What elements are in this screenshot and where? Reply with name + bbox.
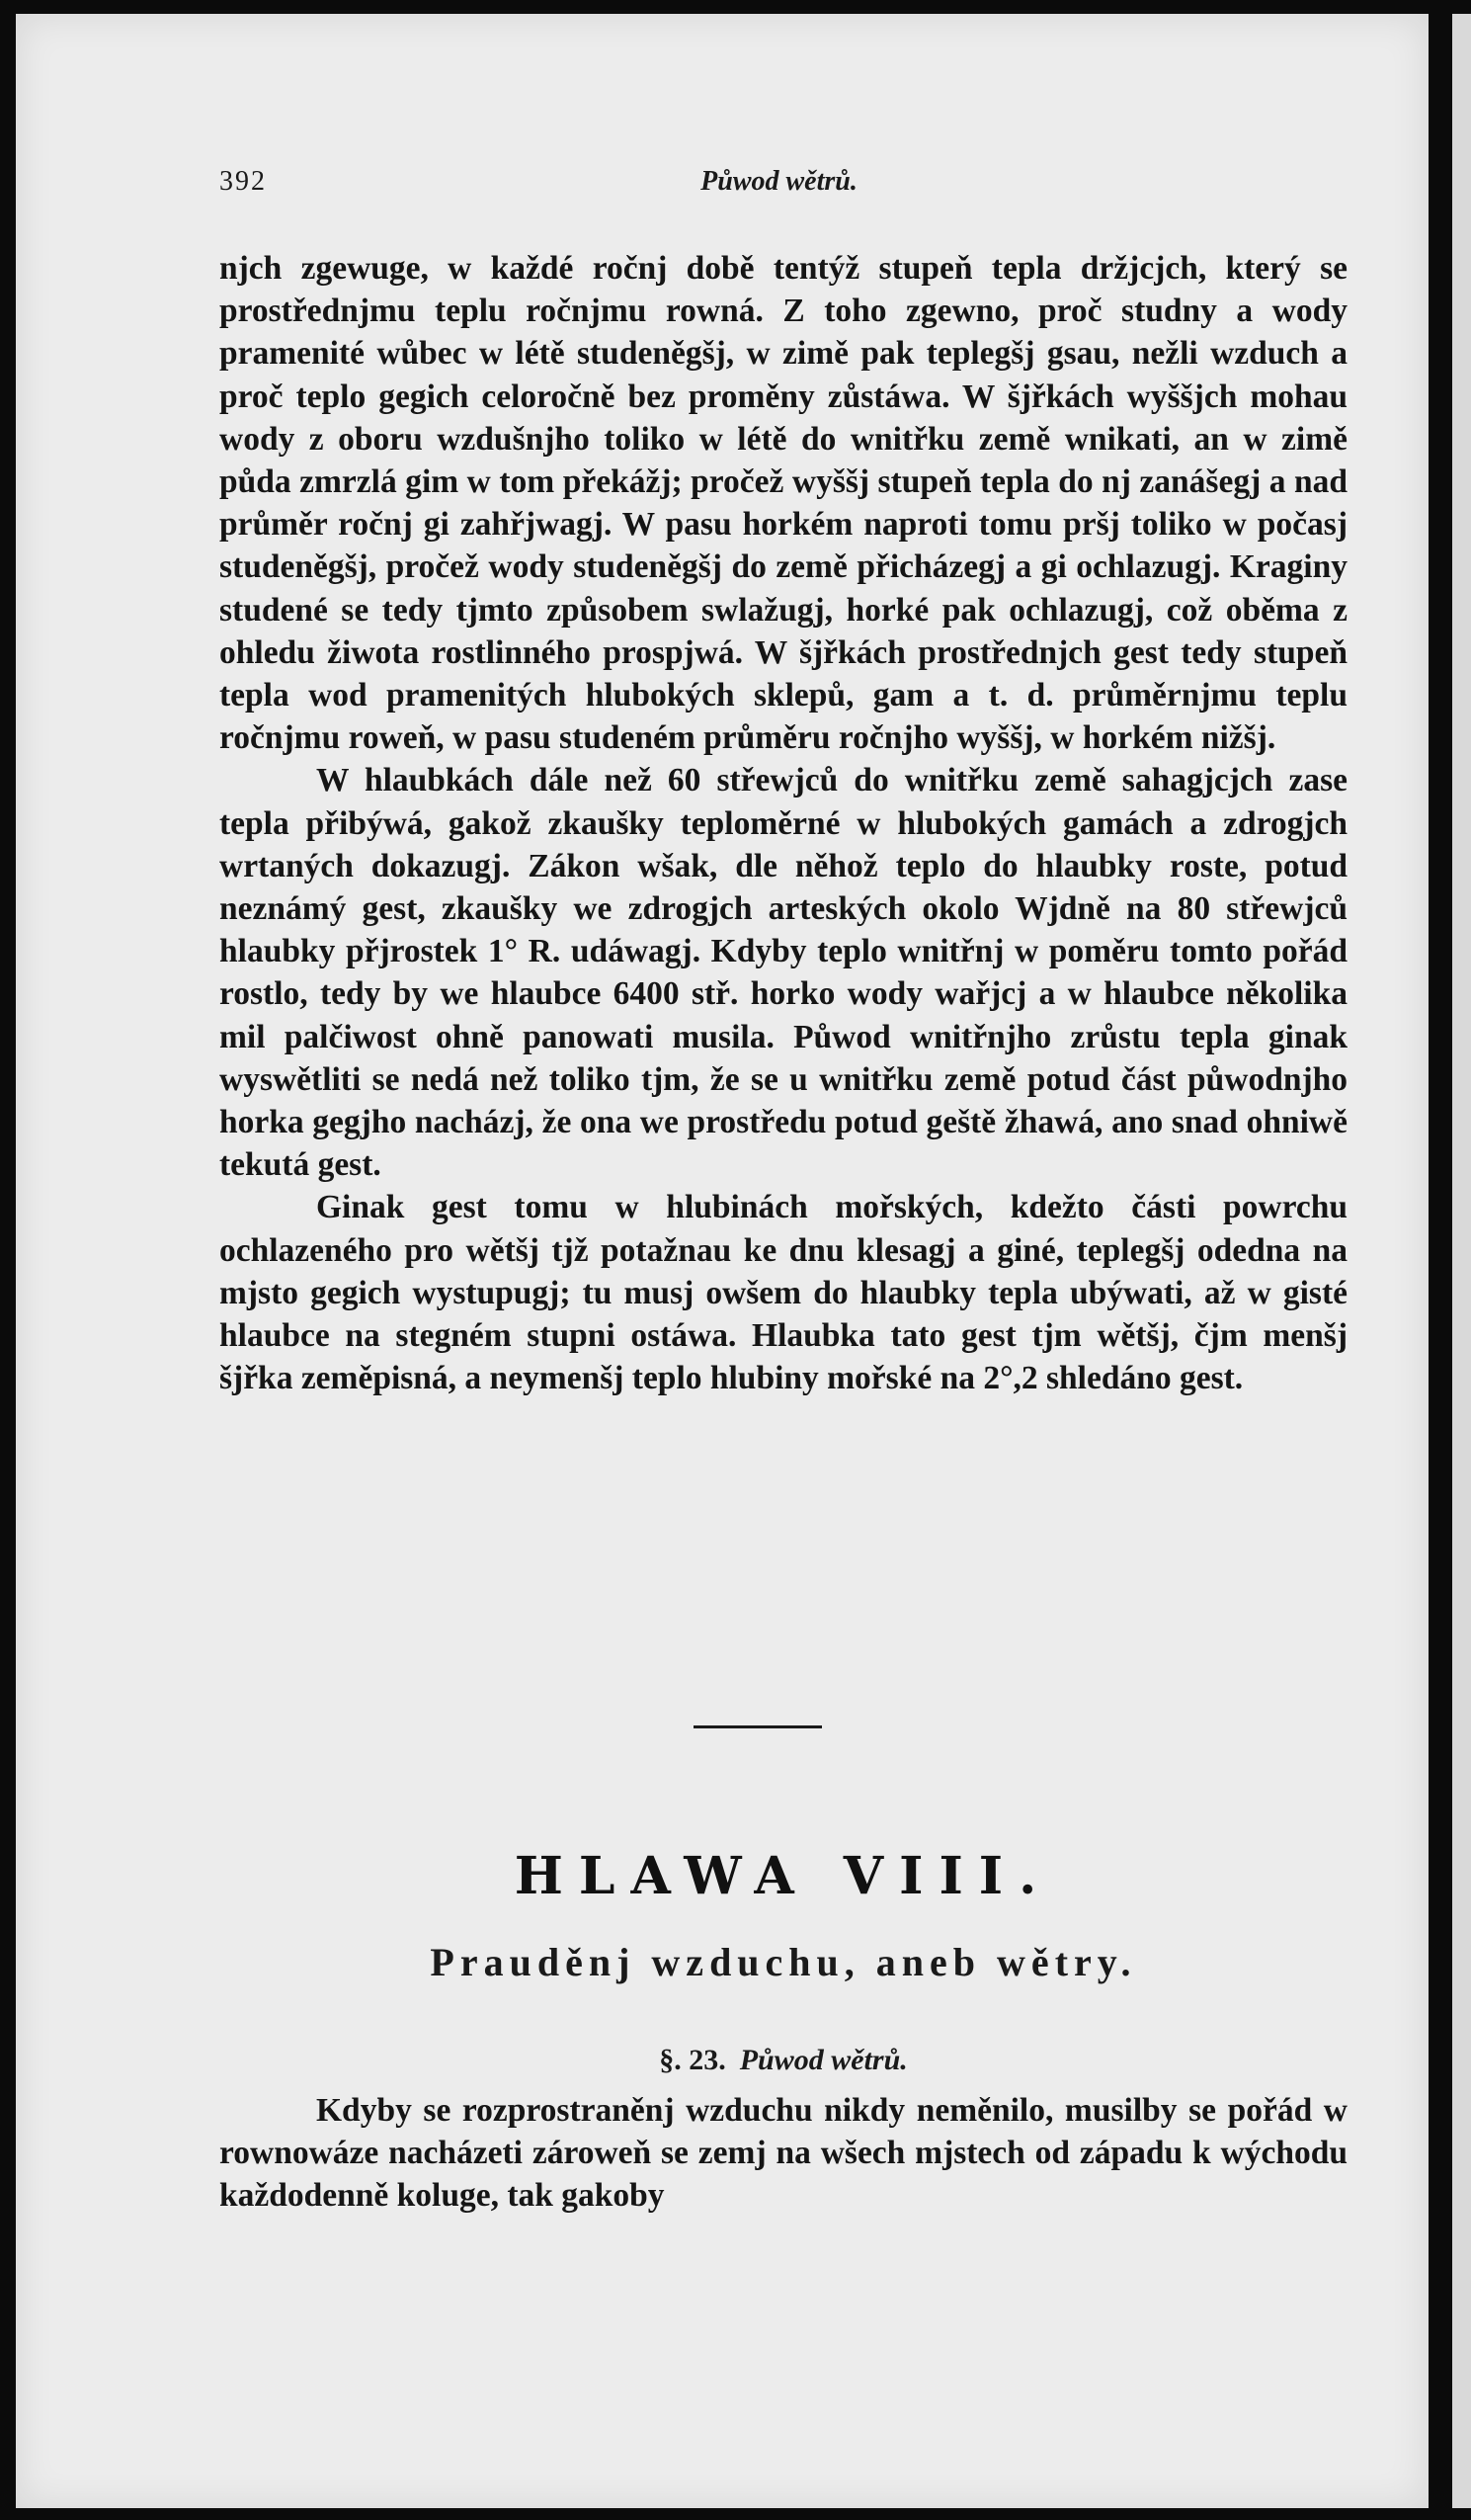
- main-text: [219, 247, 1348, 1399]
- paragraph: W hlaubkách dále než 60 střewjců do wnitřku země sahagjcjch zase tepla přibýwá, gakož zkaušky teploměrné w hlubokých gamách a zdrogjch wrtaných dokazugj. Zákon wšak, dle něhož teplo do hlaubky roste, potud neznámý gest, zkaušky we zdrogjch arteských okolo Wjdně na 80 střewjců hlaubky přjrostek 1° R. udáwagj. Kdyby teplo wnitřnj w poměru tomto pořád rostlo, tedy by we hlaubce 6400 stř. horko wody wařjcj a w hlaubce několika mil palčiwost ohně panowati musila. Půwod wnitřnjho zrůstu tepla ginak wyswětliti se nedá než toliko tjm, že se u wnitřku země potud část půwodnjho horka gegjho nacházj, že ona we prostředu potud geště žhawá, ano snad ohniwě tekutá gest.: [219, 762, 1348, 1184]
- section-title: Půwod wětrů.: [739, 2044, 908, 2076]
- page-edge: [1452, 14, 1471, 2508]
- page-number: 392: [219, 166, 267, 197]
- section-divider: [694, 1725, 822, 1728]
- section-text: [219, 2089, 1348, 2218]
- paragraph: Kdyby se rozprostraněnj wzduchu nikdy neměnilo, musilby se pořád w rownowáze nacházeti zároweň se zemj na wšech mjstech od západu k wýchodu každodenně koluge, tak gakoby: [219, 2092, 1348, 2215]
- section-heading: [219, 2044, 1348, 2077]
- paragraph: njch zgewuge, w každé ročnj době tentýž stupeň tepla držjcjch, který se prostřednjmu teplu ročnjmu rowná. Z toho zgewno, proč studny a wody pramenité wůbec w létě studeněgšj, w zimě pak teplegšj gsau, nežli wzduch a proč teplo gegich celoročně bez proměny zůstáwa. W šjřkách wyššjch mohau wody z oboru wzdušnjho toliko w létě do wnitřku země wnikati, an w zimě půda zmrzlá gim w tom překážj; pročež wyššj stupeň tepla do nj zanášegj a nad průměr ročnj gi zahřjwagj. W pasu horkém naproti tomu pršj toliko w počasj studeněgšj, pročež wody studeněgšj do země přicházegj a gi ochlazugj. Kraginy studené se tedy tjmto způsobem swlažugj, horké pak ochlazugj, což oběma z ohledu žiwota rostlinného prospjwá. W šjřkách prostřednjch gest tedy stupeň tepla wod pramenitých hlubokých sklepů, gam a t. d. průměrnjmu teplu ročnjmu roweň, w pasu studeném průměru ročnjho wyššj, w horkém nižšj.: [219, 250, 1348, 757]
- paragraph: Ginak gest tomu w hlubinách mořských, kdežto části powrchu ochlazeného pro wětšj tjž potažnau ke dnu klesagj a giné, teplegšj odedna na mjsto gegich wystupugj; tu musj owšem do hlaubky tepla ubýwati, až w gisté hlaubce na stegném stupni ostáwa. Hlaubka tato gest tjm wětšj, čjm menšj šjřka zeměpisná, a neymenšj teplo hlubiny mořské na 2°,2 shledáno gest.: [219, 1189, 1348, 1397]
- section-number: §. 23.: [659, 2044, 726, 2076]
- page-header: [204, 160, 1354, 200]
- chapter-heading: HLAWA VIII.: [514, 1846, 1053, 1906]
- chapter-subtitle: Prauděnj wzduchu, aneb wětry.: [430, 1940, 1137, 1984]
- running-title: Půwod wětrů.: [700, 166, 858, 197]
